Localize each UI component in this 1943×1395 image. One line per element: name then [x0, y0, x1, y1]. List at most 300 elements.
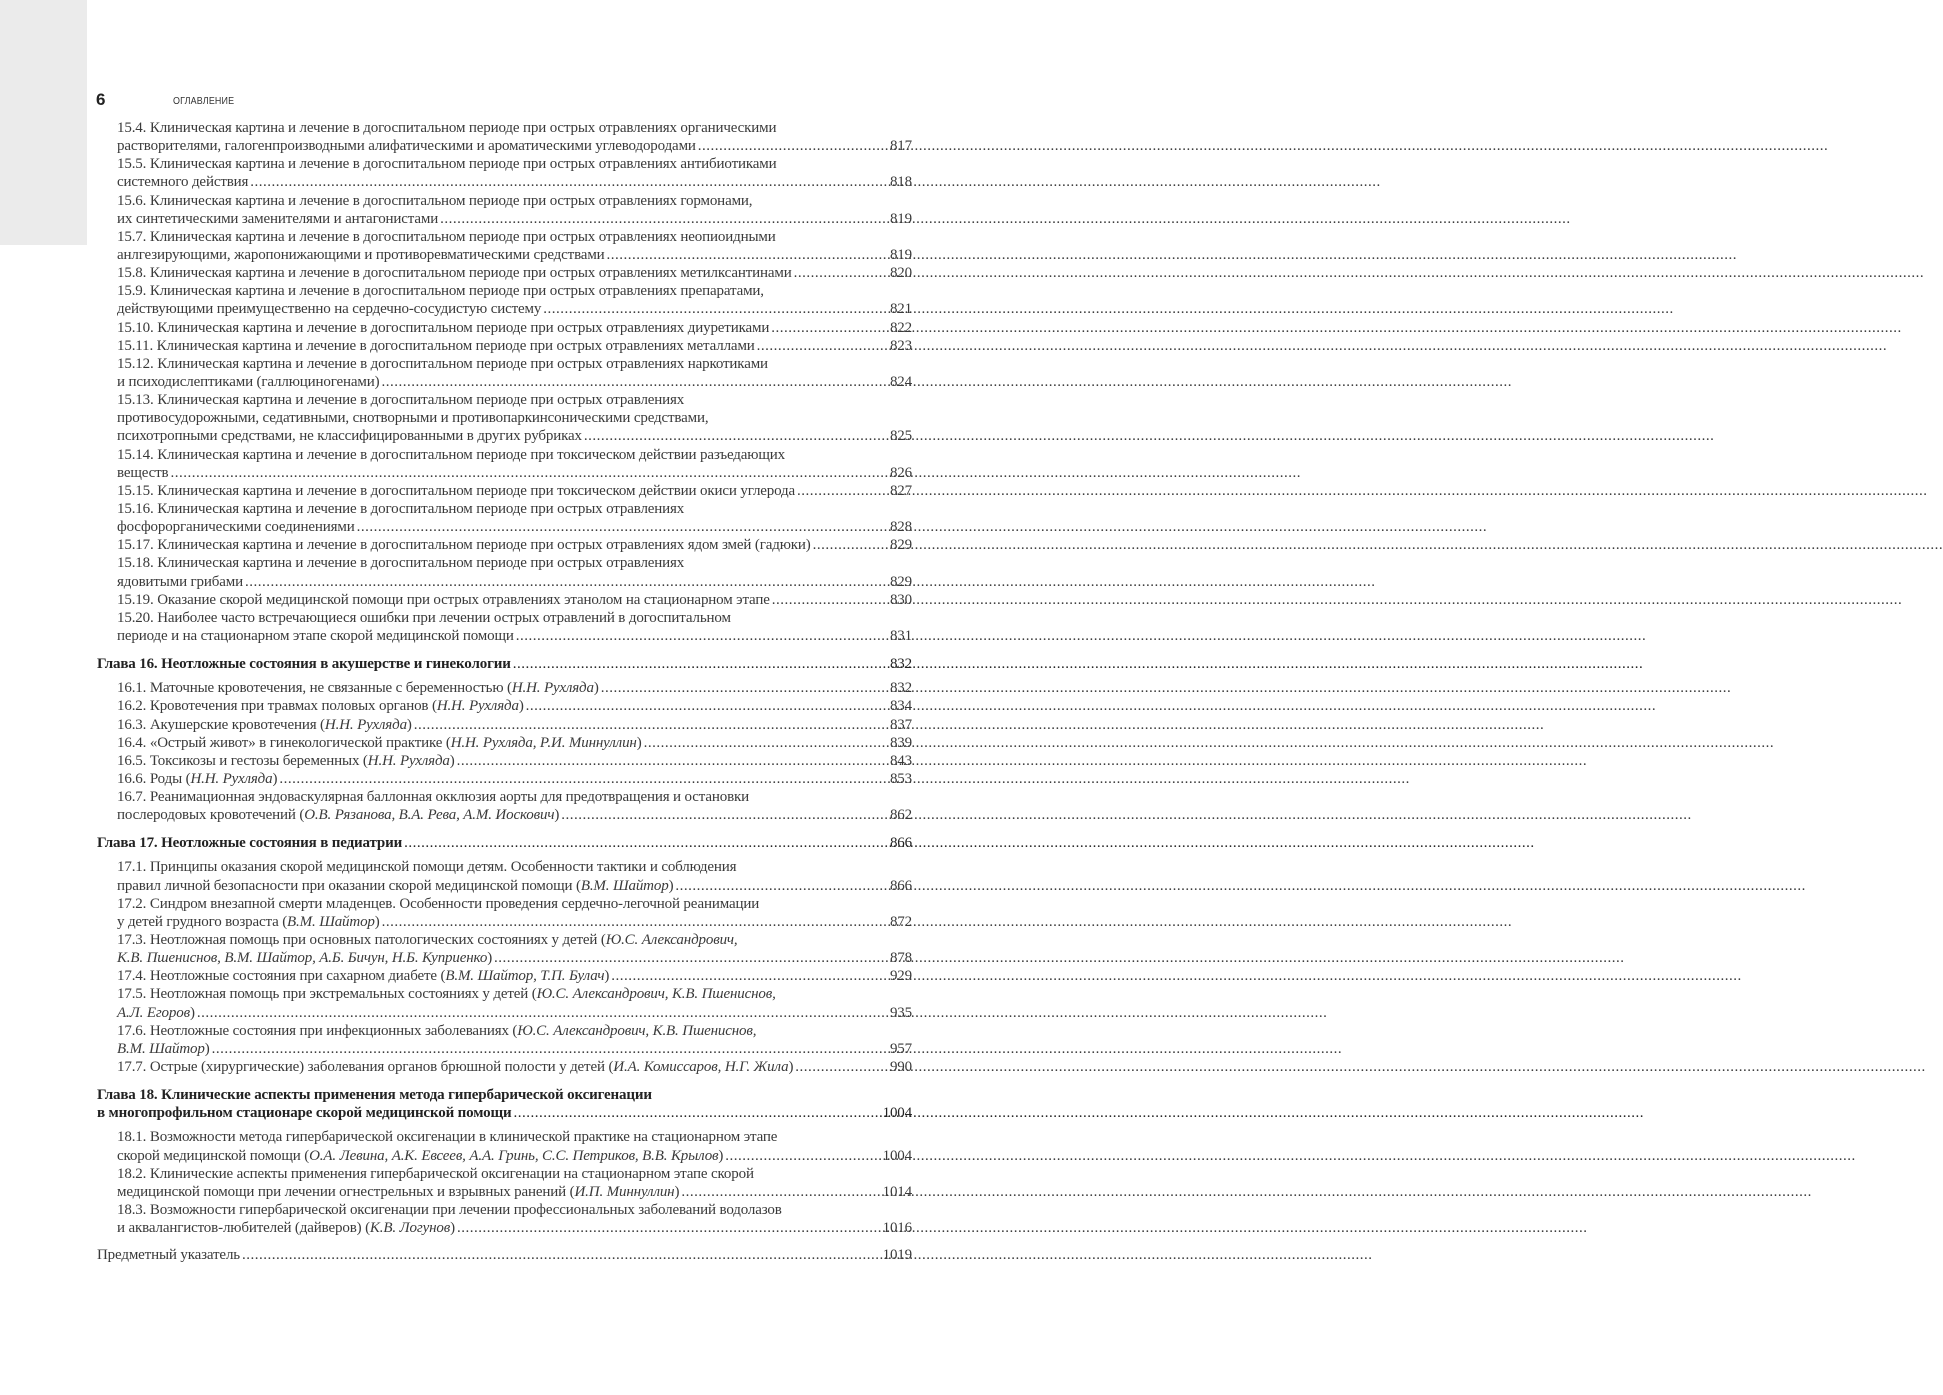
toc-section[interactable]: [97, 391, 912, 445]
toc-line-text: [117, 1165, 754, 1183]
dot-leader: [601, 679, 888, 697]
toc-line-text: [117, 264, 792, 282]
toc-title-text: 18.1. Возможности метода гипербарической оксигенации в клинической практике на стационарном этапе: [117, 1129, 778, 1146]
toc-line: [117, 1219, 912, 1237]
toc-line: [117, 536, 912, 554]
toc-line: [117, 858, 912, 876]
toc-line-text: [117, 627, 514, 645]
toc-section[interactable]: [97, 716, 912, 734]
toc-line-text: [117, 373, 380, 391]
dot-leader: [561, 806, 888, 824]
toc-title-text: у детей грудного возраста (: [117, 913, 288, 930]
dot-leader: [795, 1058, 888, 1076]
toc-line-text: [117, 895, 759, 913]
toc-page-number: 821: [889, 301, 912, 318]
toc-title-text: ): [272, 770, 278, 787]
toc-line-text: [117, 1201, 782, 1219]
toc-page-number: 1016: [882, 1220, 912, 1237]
toc-line: [117, 482, 912, 500]
toc-line-text: [117, 679, 599, 697]
toc-line-text: [117, 427, 582, 445]
dot-leader: [771, 319, 888, 337]
toc-line-text: [117, 192, 752, 210]
toc-title-text: 15.4. Клиническая картина и лечение в догоспитальном периоде при острых отравлениях органическими: [117, 120, 777, 136]
toc-line-text: [117, 609, 731, 627]
toc-page-number: 831: [889, 627, 912, 644]
toc-line-text: [117, 806, 559, 824]
toc-section[interactable]: [97, 264, 912, 282]
dot-leader: [404, 834, 888, 852]
dot-leader: [725, 1147, 880, 1165]
toc-line-text: [117, 913, 380, 931]
toc-authors: Н.Н. Рухляда: [367, 752, 450, 769]
toc-section[interactable]: [97, 967, 912, 985]
toc-page-number: 853: [889, 770, 912, 787]
toc-title-text: и психодислептиками (галлюциногенами): [117, 373, 380, 390]
toc-line: [117, 734, 912, 752]
toc-authors: А.Л. Егоров: [117, 1004, 190, 1021]
toc-chapter[interactable]: [97, 834, 912, 852]
toc-page-number: 957: [889, 1040, 912, 1057]
dot-leader: [513, 1104, 880, 1122]
page-number: 6: [96, 90, 106, 109]
toc-chapter[interactable]: [97, 655, 912, 673]
dot-leader: [170, 464, 887, 482]
dot-leader: [242, 1246, 881, 1264]
toc-section[interactable]: [97, 446, 912, 482]
toc-section[interactable]: [97, 119, 912, 155]
toc-line-text: [117, 554, 684, 572]
toc-line: [117, 282, 912, 300]
toc-line-text: [117, 877, 673, 895]
toc-authors: Ю.С. Александрович, К.В. Пшениснов,: [536, 986, 776, 1003]
toc-authors: Н.Н. Рухляда: [190, 770, 273, 787]
toc-line: [117, 1058, 912, 1076]
toc-title-text: ): [788, 1059, 794, 1076]
toc-title-text: Глава 17. Неотложные состояния в педиатрии: [97, 835, 403, 852]
toc-line: [117, 1004, 912, 1022]
toc-section[interactable]: [97, 282, 912, 318]
toc-page-number: 820: [889, 265, 912, 282]
dot-leader: [414, 716, 888, 734]
toc-title-text: ): [593, 680, 599, 697]
toc-line-text: [117, 210, 438, 228]
toc-section[interactable]: [97, 931, 912, 967]
toc-title-text: психотропными средствами, не классифицированными в других рубриках: [117, 428, 582, 445]
toc-page-number: 832: [889, 680, 912, 697]
toc-line: [117, 427, 912, 445]
toc-line-text: [117, 1040, 210, 1058]
toc-line-text: [117, 734, 642, 752]
toc-section[interactable]: [97, 536, 912, 554]
toc-section[interactable]: [97, 591, 912, 609]
toc-line: [117, 155, 912, 173]
toc-page-number: 817: [889, 138, 912, 155]
dot-leader: [675, 877, 888, 895]
toc-title-text: 18.2. Клинические аспекты применения гипербарической оксигенации на стационарном этапе скорой: [117, 1165, 754, 1182]
toc-section[interactable]: [97, 770, 912, 788]
toc-title-text: 15.8. Клиническая картина и лечение в догоспитальном периоде при острых отравлениях метилксантинами: [117, 265, 792, 282]
toc-section[interactable]: [97, 554, 912, 590]
toc-line-text: [117, 482, 795, 500]
toc-line-text: [117, 228, 776, 246]
dot-leader: [797, 482, 888, 500]
toc-title-text: ): [668, 877, 674, 894]
toc-line-text: [117, 319, 769, 337]
toc-line: [117, 931, 912, 949]
toc-page-number: 826: [889, 464, 912, 481]
toc-line: [117, 1183, 912, 1201]
toc-line-text: [117, 591, 770, 609]
toc-authors: В.М. Шайтор: [287, 913, 375, 930]
toc-title-text: ): [604, 968, 610, 985]
toc-line: [117, 446, 912, 464]
toc-title-text: 16.3. Акушерские кровотечения (: [117, 716, 325, 733]
toc-line-text: [117, 1183, 679, 1201]
toc-section[interactable]: [97, 482, 912, 500]
toc-line: [117, 877, 912, 895]
toc-line: [117, 391, 912, 409]
toc-authors: В.М. Шайтор, Т.П. Булач: [445, 968, 605, 985]
toc-line: [97, 1246, 912, 1264]
dot-leader: [197, 1004, 888, 1022]
toc-line-text: [117, 858, 736, 876]
dot-leader: [607, 246, 888, 264]
toc-title-text: 18.3. Возможности гипербарической оксигенации при лечении профессиональных заболеваний водолазов: [117, 1202, 782, 1219]
toc-title-text: 15.7. Клиническая картина и лечение в догоспитальном периоде при острых отравлениях неопиоидными: [117, 228, 776, 245]
toc-page-number: 1019: [882, 1247, 912, 1264]
toc-section[interactable]: [97, 788, 912, 824]
toc-title-text: 17.5. Неотложная помощь при экстремальных состояниях у детей (: [117, 986, 537, 1003]
toc-section[interactable]: [97, 752, 912, 770]
toc-title-text: ): [406, 716, 412, 733]
toc-title-text: их синтетическими заменителями и антагонистами: [117, 210, 439, 227]
toc-title-text: ): [189, 1004, 195, 1021]
toc-title-text: 16.7. Реанимационная эндоваскулярная баллонная окклюзия аорты для предотвращения и остановки: [117, 789, 750, 806]
toc-section[interactable]: [97, 679, 912, 697]
dot-leader: [494, 949, 888, 967]
toc-section[interactable]: [97, 192, 912, 228]
toc-line-text: [117, 337, 755, 355]
toc-line-text: [117, 770, 277, 788]
toc-authors: Ю.С. Александрович,: [605, 932, 738, 949]
toc-section[interactable]: [97, 1128, 912, 1164]
toc-authors: Н.Н. Рухляда, Р.И. Миннуллин: [450, 734, 637, 751]
toc-title-text: действующими преимущественно на сердечно-сосудистую систему: [117, 301, 542, 318]
toc-page-number: 990: [889, 1059, 912, 1076]
toc-section[interactable]: [97, 319, 912, 337]
toc-title-text: 16.4. «Острый живот» в гинекологической практике (: [117, 734, 451, 751]
toc-page-number: 929: [889, 968, 912, 985]
toc-title-text: 17.1. Принципы оказания скорой медицинской помощи детям. Особенности тактики и соблюдения: [117, 859, 737, 876]
toc-authors: И.П. Миннуллин: [574, 1183, 675, 1200]
toc-line-text: [97, 655, 511, 673]
dot-leader: [357, 518, 888, 536]
toc-page-number: 823: [889, 337, 912, 354]
toc-authors: К.В. Логунов: [369, 1220, 451, 1237]
toc-line: [117, 173, 912, 191]
toc-line: [117, 119, 912, 137]
toc-line: [117, 788, 912, 806]
dot-leader: [382, 373, 888, 391]
toc-title-text: веществ: [117, 464, 169, 481]
dot-leader: [681, 1183, 880, 1201]
toc-line-text: [117, 967, 609, 985]
toc-title-text: Предметный указатель: [97, 1247, 240, 1264]
toc-title-text: послеродовых кровотечений (: [117, 807, 305, 824]
toc-title-text: системного действия: [117, 174, 249, 191]
toc-line-text: [117, 282, 764, 300]
toc-title-text: растворителями, галогенпроизводными алифатическими и ароматическими углеводородами: [117, 138, 696, 155]
toc-title-text: 15.17. Клиническая картина и лечение в догоспитальном периоде при острых отравлениях ядом змей (гадюки): [117, 537, 811, 554]
toc-line-text: [117, 137, 696, 155]
toc-title-text: ): [204, 1040, 210, 1057]
toc-page-number: 866: [889, 877, 912, 894]
toc-line: [117, 913, 912, 931]
toc-line: [117, 300, 912, 318]
toc-title-text: скорой медицинской помощи (: [117, 1147, 310, 1164]
toc-title-text: правил личной безопасности при оказании скорой медицинской помощи (: [117, 877, 581, 894]
toc-page-number: 832: [889, 656, 912, 673]
toc-title-text: 15.10. Клиническая картина и лечение в догоспитальном периоде при острых отравлениях диуретиками: [117, 319, 770, 336]
dot-leader: [526, 697, 888, 715]
toc-line: [117, 1147, 912, 1165]
dot-leader: [250, 173, 888, 191]
toc-page-number: 829: [889, 537, 912, 554]
toc-title-text: 17.4. Неотложные состояния при сахарном диабете (: [117, 968, 446, 985]
toc-line-text: [117, 500, 684, 518]
toc-section[interactable]: [97, 697, 912, 715]
toc-line-text: [117, 697, 524, 715]
toc-title-text: 16.1. Маточные кровотечения, не связанные с беременностью (: [117, 680, 512, 697]
dot-leader: [279, 770, 888, 788]
dot-leader: [584, 427, 888, 445]
toc-title-text: анлгезирующими, жаропонижающими и противоревматическими средствами: [117, 246, 605, 263]
toc-title-text: ): [487, 950, 493, 967]
toc-title-text: 15.20. Наиболее часто встречающиеся ошибки при лечении острых отравлений в догоспитальном: [117, 609, 731, 626]
toc-line: [117, 573, 912, 591]
toc-title-text: 15.19. Оказание скорой медицинской помощи при острых отравлениях этанолом на стационарном этапе: [117, 591, 770, 608]
toc-title-text: 16.2. Кровотечения при травмах половых органов (: [117, 698, 437, 715]
toc-line: [117, 716, 912, 734]
toc-section[interactable]: [97, 500, 912, 536]
toc-section[interactable]: [97, 1201, 912, 1237]
toc-page-number: 822: [889, 319, 912, 336]
dot-leader: [516, 627, 888, 645]
toc-line-text: [117, 355, 768, 373]
toc-line: [117, 679, 912, 697]
toc-line-text: [117, 1058, 793, 1076]
toc-line: [117, 697, 912, 715]
toc-section[interactable]: [97, 609, 912, 645]
toc-line-text: [97, 834, 402, 852]
toc-line-text: [117, 1022, 756, 1040]
toc-line: [117, 264, 912, 282]
toc-chapter[interactable]: [97, 1086, 912, 1122]
toc-section[interactable]: [97, 734, 912, 752]
toc-page-number: 1004: [882, 1105, 912, 1122]
toc-title-text: Глава 16. Неотложные состояния в акушерстве и гинекологии: [97, 656, 511, 673]
toc-line-text: [117, 119, 776, 137]
toc-title-text: 15.5. Клиническая картина и лечение в догоспитальном периоде при острых отравлениях антибиотиками: [117, 156, 777, 173]
toc-line: [117, 137, 912, 155]
toc-line: [117, 967, 912, 985]
toc-line-text: [117, 409, 708, 427]
dot-leader: [611, 967, 888, 985]
toc-title-text: 15.15. Клиническая картина и лечение в догоспитальном периоде при токсическом действии окиси углерода: [117, 482, 796, 499]
toc-line-text: [117, 536, 811, 554]
toc-line: [117, 210, 912, 228]
toc-title-text: ): [554, 807, 560, 824]
toc-index-entry[interactable]: [97, 1246, 912, 1264]
toc-section[interactable]: [97, 155, 912, 191]
dot-leader: [457, 1219, 881, 1237]
toc-title-text: ): [518, 698, 524, 715]
toc-title-text: 15.13. Клиническая картина и лечение в догоспитальном периоде при острых отравлениях: [117, 392, 685, 409]
toc-line-text: [117, 573, 243, 591]
toc-line: [117, 409, 912, 427]
toc-section[interactable]: [97, 355, 912, 391]
toc-line: [117, 228, 912, 246]
toc-line-text: [117, 716, 412, 734]
toc-line-text: [97, 1104, 511, 1122]
toc-page-number: 819: [889, 210, 912, 227]
toc-line-text: [97, 1086, 652, 1104]
toc-line-text: [117, 1004, 195, 1022]
toc-title-text: 15.16. Клиническая картина и лечение в догоспитальном периоде при острых отравлениях: [117, 500, 685, 517]
toc-line: [117, 627, 912, 645]
toc-line: [117, 770, 912, 788]
toc-line: [117, 373, 912, 391]
toc-page-number: 1004: [882, 1147, 912, 1164]
dot-leader: [813, 536, 888, 554]
toc-page-number: 818: [889, 174, 912, 191]
toc-line: [117, 337, 912, 355]
toc-line: [97, 834, 912, 852]
toc-title-text: 17.6. Неотложные состояния при инфекционных заболеваниях (: [117, 1022, 518, 1039]
toc-line: [117, 806, 912, 824]
toc-title-text: в многопрофильном стационаре скорой медицинской помощи: [97, 1105, 512, 1122]
toc-authors: Н.Н. Рухляда: [324, 716, 407, 733]
toc-page-number: 872: [889, 913, 912, 930]
toc-title-text: 17.2. Синдром внезапной смерти младенцев. Особенности проведения сердечно-легочной реанимации: [117, 895, 760, 912]
toc-line-text: [117, 246, 605, 264]
toc-line-text: [117, 949, 492, 967]
toc-line-text: [117, 1147, 723, 1165]
toc-line: [117, 1201, 912, 1219]
toc-section[interactable]: [97, 337, 912, 355]
toc-page-number: 1014: [882, 1183, 912, 1200]
toc-line: [117, 464, 912, 482]
toc-line: [117, 1022, 912, 1040]
toc-page-number: 825: [889, 428, 912, 445]
dot-leader: [513, 655, 888, 673]
toc-line: [117, 319, 912, 337]
toc-line: [117, 949, 912, 967]
toc-line: [117, 1128, 912, 1146]
toc-title-text: ): [636, 734, 642, 751]
toc-line-text: [117, 173, 248, 191]
toc-section[interactable]: [97, 1165, 912, 1201]
dot-leader: [440, 210, 888, 228]
toc-title-text: 17.3. Неотложная помощь при основных патологических состояниях у детей (: [117, 932, 606, 949]
toc-title-text: ): [674, 1183, 680, 1200]
dot-leader: [794, 264, 888, 282]
toc-page-number: 819: [889, 246, 912, 263]
toc-line-text: [117, 155, 777, 173]
dot-leader: [245, 573, 888, 591]
toc-title-text: противосудорожными, седативными, снотворными и противопаркинсоническими средствами,: [117, 410, 709, 427]
toc-title-text: ): [450, 1220, 455, 1237]
dot-leader: [212, 1040, 888, 1058]
toc-page-number: 828: [889, 519, 912, 536]
toc-line-text: [97, 1246, 240, 1264]
toc-authors: В.М. Шайтор: [117, 1040, 205, 1057]
toc-page-number: 862: [889, 807, 912, 824]
toc-page-number: 866: [889, 835, 912, 852]
dot-leader: [457, 752, 888, 770]
toc-title-text: ): [449, 752, 455, 769]
toc-line: [97, 655, 912, 673]
toc-authors: Ю.С. Александрович, К.В. Пшениснов,: [517, 1022, 757, 1039]
toc-line: [117, 500, 912, 518]
toc-line: [117, 518, 912, 536]
toc-page-number: 829: [889, 573, 912, 590]
toc-page-number: 935: [889, 1004, 912, 1021]
toc-authors: И.А. Комиссаров, Н.Г. Жила: [613, 1059, 789, 1076]
toc-line: [117, 1165, 912, 1183]
toc-authors: О.А. Левина, А.К. Евсеев, А.А. Гринь, С.С. Петриков, В.В. Крылов: [309, 1147, 719, 1164]
toc-line: [117, 1040, 912, 1058]
toc-title-text: 15.6. Клиническая картина и лечение в догоспитальном периоде при острых отравлениях гормонами,: [117, 192, 753, 209]
toc-title-text: 15.11. Клиническая картина и лечение в догоспитальном периоде при острых отравлениях металлами: [117, 337, 755, 354]
toc-line: [117, 355, 912, 373]
toc-line-text: [117, 391, 684, 409]
toc-authors: О.В. Рязанова, В.А. Рева, А.М. Иоскович: [304, 807, 555, 824]
dot-leader: [644, 734, 888, 752]
toc-line-text: [117, 752, 455, 770]
toc-page-number: 878: [889, 950, 912, 967]
toc-page-number: 837: [889, 716, 912, 733]
toc-title-text: и аквалангистов-любителей (дайверов) (: [117, 1220, 370, 1237]
toc-authors: В.М. Шайтор: [580, 877, 669, 894]
toc-line: [117, 609, 912, 627]
toc-title-text: периоде и на стационарном этапе скорой медицинской помощи: [117, 627, 514, 644]
toc-title-text: медицинской помощи при лечении огнестрельных и взрывных ранений (: [117, 1183, 575, 1200]
toc-line: [117, 591, 912, 609]
toc-section[interactable]: [97, 858, 912, 894]
toc-section[interactable]: [97, 228, 912, 264]
table-of-contents: [97, 119, 912, 1264]
dot-leader: [772, 591, 888, 609]
toc-line-text: [117, 985, 776, 1003]
toc-line: [97, 1086, 912, 1104]
toc-page-number: 824: [889, 373, 912, 390]
toc-title-text: ): [374, 913, 380, 930]
toc-section[interactable]: [97, 895, 912, 931]
toc-authors: К.В. Пшениснов, В.М. Шайтор, А.Б. Бичун, Н.Б. Куприенко: [117, 950, 488, 967]
toc-title-text: ): [718, 1147, 724, 1164]
toc-title-text: фосфорорганическими соединениями: [117, 519, 355, 536]
toc-page-number: 843: [889, 752, 912, 769]
toc-title-text: 15.18. Клиническая картина и лечение в догоспитальном периоде при острых отравлениях: [117, 555, 685, 572]
toc-section[interactable]: [97, 985, 912, 1021]
toc-section[interactable]: [97, 1058, 912, 1076]
toc-line-text: [117, 464, 168, 482]
toc-section[interactable]: [97, 1022, 912, 1058]
toc-page-number: 834: [889, 698, 912, 715]
toc-line-text: [117, 1219, 455, 1237]
